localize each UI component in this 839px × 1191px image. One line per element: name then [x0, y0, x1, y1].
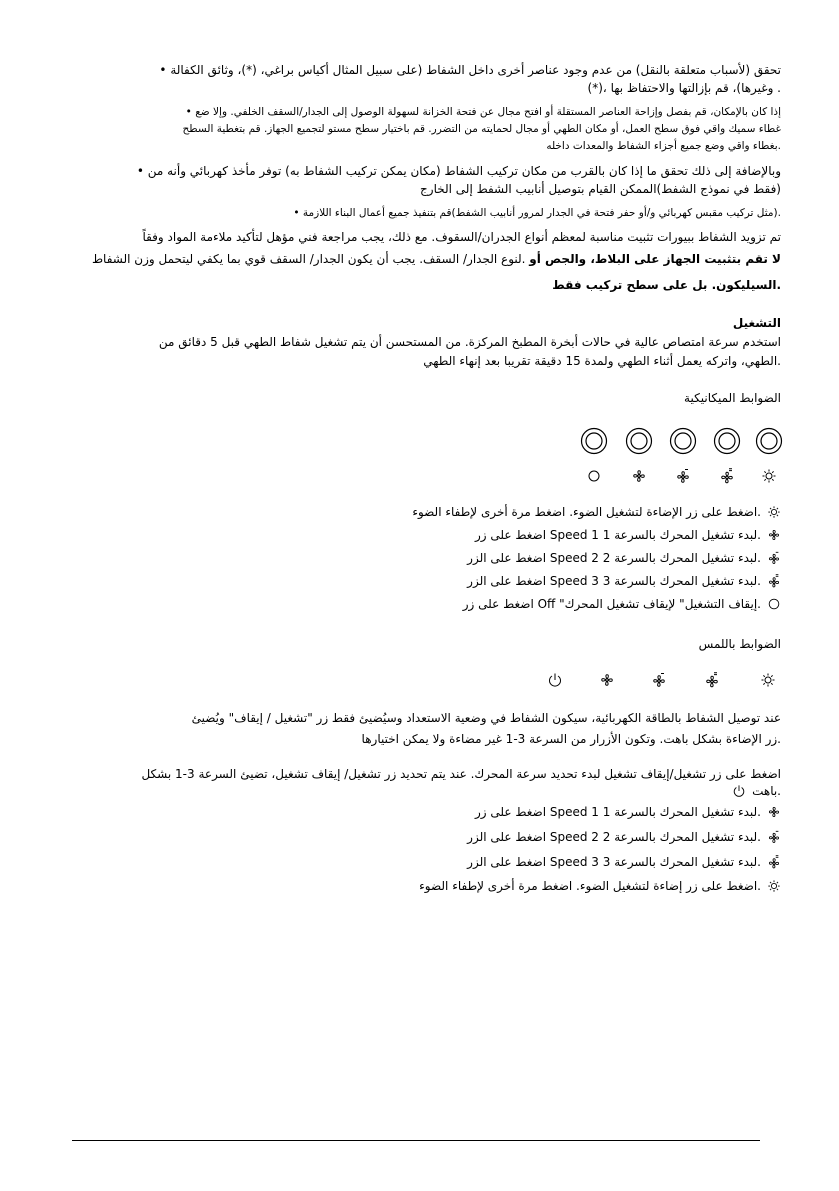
touch-item-text: .لبدء تشغيل المحرك بالسرعة 2 Speed 2 اضغط على الزر: [467, 830, 761, 844]
touch-item-light: [419, 877, 781, 895]
power-icon: [732, 784, 746, 798]
fan-speed-3-icon: [767, 855, 781, 869]
light-icon[interactable]: [760, 672, 776, 688]
power-icon[interactable]: [547, 672, 563, 688]
mechanical-item-text: .لبدء تشغيل المحرك بالسرعة 3 Speed 3 اضغط على الزر: [467, 574, 761, 588]
fan-speed-2-icon[interactable]: [651, 672, 667, 688]
mechanical-item-speed-2: [467, 549, 781, 567]
touch-intro-line: عند توصيل الشفاط بالطاقة الكهربائية، سيكون الشفاط في وضعية الاستعداد وسيُضيئ فقط زر "تشغيل / إيقاف" ويُضيئ: [191, 711, 781, 725]
safety-line-mixed: [92, 251, 781, 267]
mechanical-knob-speed-2[interactable]: [669, 427, 697, 455]
fan-speed-1-icon: [631, 468, 647, 484]
safety-line: غطاء سميك واقي فوق سطح العمل، أو مكان الطهي أو مجال لحمايته من التضرر. قم باختيار سطح مستو لتجميع الجهاز. قم بتغطية السطح: [182, 123, 781, 135]
safety-line: . وغيرها)، قم بإزالتها والاحتفاظ بها ،(*): [587, 81, 781, 95]
mechanical-item-speed-1: [475, 526, 781, 544]
operation-line: .الطهي، واتركه يعمل أثناء الطهي ولمدة 15 دقيقة تقريبا بعد إنهاء الطهي: [423, 354, 781, 368]
fan-speed-3-icon: [767, 574, 781, 588]
safety-warning-bold: .السيليكون. بل على سطح تركيب فقط: [552, 278, 781, 292]
mechanical-knob-speed-3[interactable]: [713, 427, 741, 455]
mechanical-heading: الضوابط الميكانيكية: [684, 391, 781, 405]
fan-speed-2-icon: [767, 551, 781, 565]
operation-line: استخدم سرعة امتصاص عالية في حالات أبخرة المطبخ المركزة. من المستحسن أن يتم تشغيل شفاط الطهي قبل 5 دقائق من: [158, 335, 781, 349]
mechanical-item-light: [412, 503, 781, 521]
fan-speed-2-icon: [675, 468, 691, 484]
touch-item-speed-3: [467, 853, 781, 871]
safety-line: .لنوع الجدار/ السقف. يجب أن يكون الجدار/ السقف قوي بما يكفي ليتحمل وزن الشفاط: [91, 252, 530, 266]
touch-intro-line: .زر الإضاءة بشكل باهت. وتكون الأزرار من السرعة 3-1 غير مضاءة ولا يمكن اختيارها: [361, 732, 781, 746]
touch-item-text: .لبدء تشغيل المحرك بالسرعة 1 Speed 1 اضغط على زر: [474, 805, 761, 819]
safety-line: وبالإضافة إلى ذلك تحقق ما إذا كان بالقرب من مكان تركيب الشفاط (مكان يمكن تركيب الشفاط به) توفر مأخذ كهربائي وأنه من •: [136, 164, 781, 178]
off-icon: [586, 468, 602, 484]
fan-speed-3-icon: [719, 468, 735, 484]
fan-speed-1-icon: [767, 528, 781, 542]
fan-speed-1-icon: [767, 805, 781, 819]
mechanical-item-off: [463, 595, 781, 613]
safety-line: تم تزويد الشفاط ببيورات تثبيت مناسبة لمعظم أنواع الجدران/السقوف. مع ذلك، يجب مراجعة فني مؤهل لتأكيد ملاءمة المواد وفقاً: [142, 230, 781, 244]
off-icon: [767, 597, 781, 611]
mechanical-item-text: .اضغط على زر الإضاءة لتشغيل الضوء. اضغط مرة أخرى لإطفاء الضوء: [412, 505, 761, 519]
touch-heading: الضوابط باللمس: [698, 637, 781, 651]
touch-power-line-2: [732, 782, 781, 800]
mechanical-knob-off[interactable]: [580, 427, 608, 455]
fan-speed-1-icon[interactable]: [599, 672, 615, 688]
touch-item-speed-2: [467, 828, 781, 846]
footer-divider: [72, 1140, 760, 1141]
light-icon: [767, 505, 781, 519]
light-icon: [767, 879, 781, 893]
light-icon: [761, 468, 777, 484]
operation-heading: التشغيل: [732, 316, 781, 330]
mechanical-item-text: .إيقاف التشغيل" لإيقاف تشغيل المحرك" Off اضغط على زر: [462, 597, 761, 611]
fan-speed-3-icon[interactable]: [704, 672, 720, 688]
mechanical-item-speed-3: [467, 572, 781, 590]
fan-speed-2-icon: [767, 830, 781, 844]
touch-power-text: .باهت: [752, 784, 781, 798]
mechanical-knob-light[interactable]: [755, 427, 783, 455]
mechanical-knob-speed-1[interactable]: [625, 427, 653, 455]
safety-line: .بغطاء واقي وضع جميع أجزاء الشفاط والمعدات داخله: [546, 140, 781, 152]
safety-line: (فقط في نموذج الشفط)الممكن القيام بتوصيل أنابيب الشفط إلى الخارج: [420, 182, 781, 196]
safety-warning-bold: لا تقم بتثبيت الجهاز على البلاط، والجص أو: [529, 252, 781, 266]
touch-item-text: .اضغط على زر إضاءة لتشغيل الضوء. اضغط مرة أخرى لإطفاء الضوء: [419, 879, 761, 893]
safety-line: إذا كان بالإمكان، قم بفصل وإزاحة العناصر المستقلة أو افتح مجال عن فتحة الخزانة لسهولة الوصول إلى الجدار/السقف الخلفي. وإلا ضع •: [185, 106, 781, 118]
safety-line: تحقق (لأسباب متعلقة بالنقل) من عدم وجود عناصر أخرى داخل الشفاط (على سبيل المثال أكياس براغي، (*)، وثائق الكفالة •: [159, 63, 781, 77]
touch-item-speed-1: [475, 803, 781, 821]
touch-power-line: اضغط على زر تشغيل/إيقاف تشغيل لبدء تحديد سرعة المحرك. عند يتم تحديد زر تشغيل/ إيقاف تشغيل، تضيئ السرعة 3-1 بشكل: [141, 767, 781, 781]
mechanical-item-text: .لبدء تشغيل المحرك بالسرعة 1 Speed 1 اضغط على زر: [474, 528, 761, 542]
touch-item-text: .لبدء تشغيل المحرك بالسرعة 3 Speed 3 اضغط على الزر: [467, 855, 761, 869]
mechanical-item-text: .لبدء تشغيل المحرك بالسرعة 2 Speed 2 اضغط على الزر: [467, 551, 761, 565]
safety-line: .(مثل تركيب مقبس كهربائي و/أو حفر فتحة في الجدار لمرور أنابيب الشفط)قم بتنفيذ جميع أعمال البناء اللازمة •: [293, 207, 781, 219]
